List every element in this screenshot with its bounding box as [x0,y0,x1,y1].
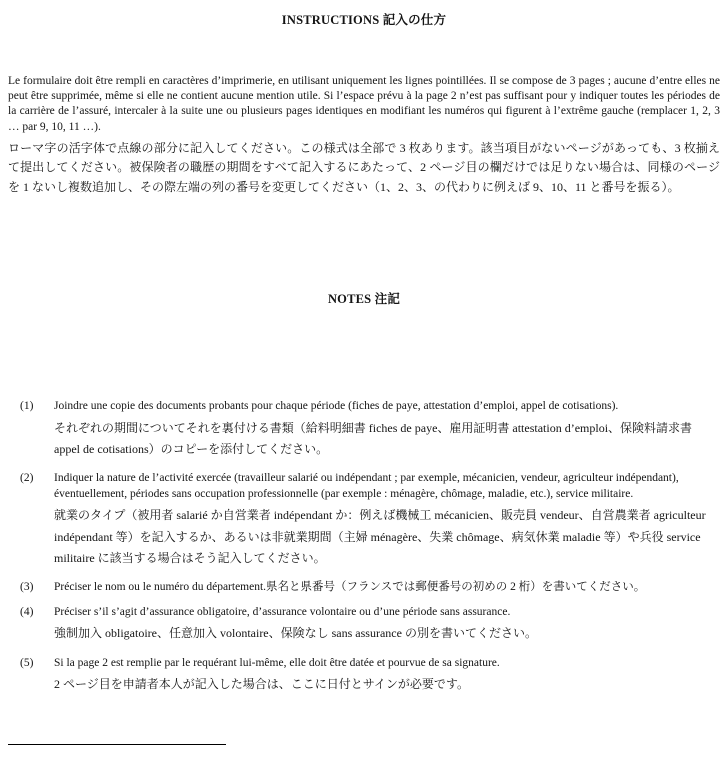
note-text-french: Si la page 2 est remplie par le requérant lui-même, elle doit être datée et pourvue de sa signature. [54,656,500,669]
notes-list [8,399,720,698]
note-text-japanese: 2 ページ目を申請者本人が記入した場合は、ここに日付とサインが必要です。 [54,677,469,692]
note-text-mixed: Préciser le nom ou le numéro du département.県名と県番号（フランスでは郵便番号の初めの 2 桁）を書いてください。 [54,581,646,594]
note-text-japanese: 就業のタイプ（被用者 salarié か自営業者 indépendant か：例えば機械工 mécanicien、販売員 vendeur、自営農業者 agriculteur indépendant 等）を記入するか、あるいは非就業期間（主婦 ménagère、失業 chômage、病気休業 maladie 等）や兵役 service militaire に該当する場合はそう記入してください。 [54,508,706,565]
note-text-japanese: 強制加入 obligatoire、任意加入 volontaire、保険なし sans assurance の別を書いてください。 [54,626,537,641]
intro-paragraph-japanese: ローマ字の活字体で点線の部分に記入してください。この様式は全部で 3 枚あります。該当項目がないページがあっても、3 枚揃えて提出してください。被保険者の職歴の期間をすべて記入するにあたって、2 ページ目の欄だけでは足りない場合は、同様のページを 1 ないし複数追加し、その際左端の列の番号を変更してください（1、2、3、の代わりに例えば 9、10、11 と番号を振る）。 [8,140,720,194]
note-item-1 [8,399,720,462]
note-item-4 [8,605,720,647]
page-title: INSTRUCTIONS 記入の仕方 [281,13,447,27]
intro-paragraph-french: Le formulaire doit être rempli en caractères d’imprimerie, en utilisant uniquement les lignes pointillées. Il se compose de 3 pages ; aucune d’entre elles ne peut être supprimée, même si elle ne contient aucune mention utile. Si l’espace prévu à la page 2 n’est pas suffisant pour y indiquer toutes les périodes de la carrière de l’assuré, intercaler à la suite une ou plusieurs pages identiques en modifiant les numéros qui figurent à l’extrême gauche (remplacer 1, 2, 3 … par 9, 10, 11 …). [8,75,720,133]
note-text-french: Joindre une copie des documents probants pour chaque période (fiches de paye, attestation d’emploi, appel de cotisations). [54,400,619,412]
note-text-french: Indiquer la nature de l’activité exercée (travailleur salarié ou indépendant ; par exemple, mécanicien, vendeur, agriculteur indépendant), éventuellement, périodes sans occupation professionnelle (par exemple : ménagère, chômage, maladie, etc.), service militaire. [54,472,679,500]
note-number: (1) [20,400,34,412]
note-number: (5) [20,656,34,669]
note-item-3 [8,580,720,596]
note-text-japanese: それぞれの期間についてそれを裏付ける書類（給料明細書 fiches de paye、雇用証明書 attestation d’emploi、保険料請求書 appel de cotisations）のコピーを添付してください。 [54,420,693,456]
footnote-rule [8,744,226,745]
note-number: (3) [20,581,34,594]
note-body [54,605,720,647]
note-body [54,656,720,698]
note-body [54,471,720,571]
note-item-2 [8,471,720,571]
notes-heading: NOTES 注記 [327,292,401,306]
note-body [54,580,720,596]
note-item-5 [8,656,720,698]
note-number: (2) [20,472,34,485]
note-body [54,399,720,462]
note-number: (4) [20,605,34,618]
note-text-french: Préciser s’il s’agit d’assurance obligatoire, d’assurance volontaire ou d’une période sans assurance. [54,605,511,618]
